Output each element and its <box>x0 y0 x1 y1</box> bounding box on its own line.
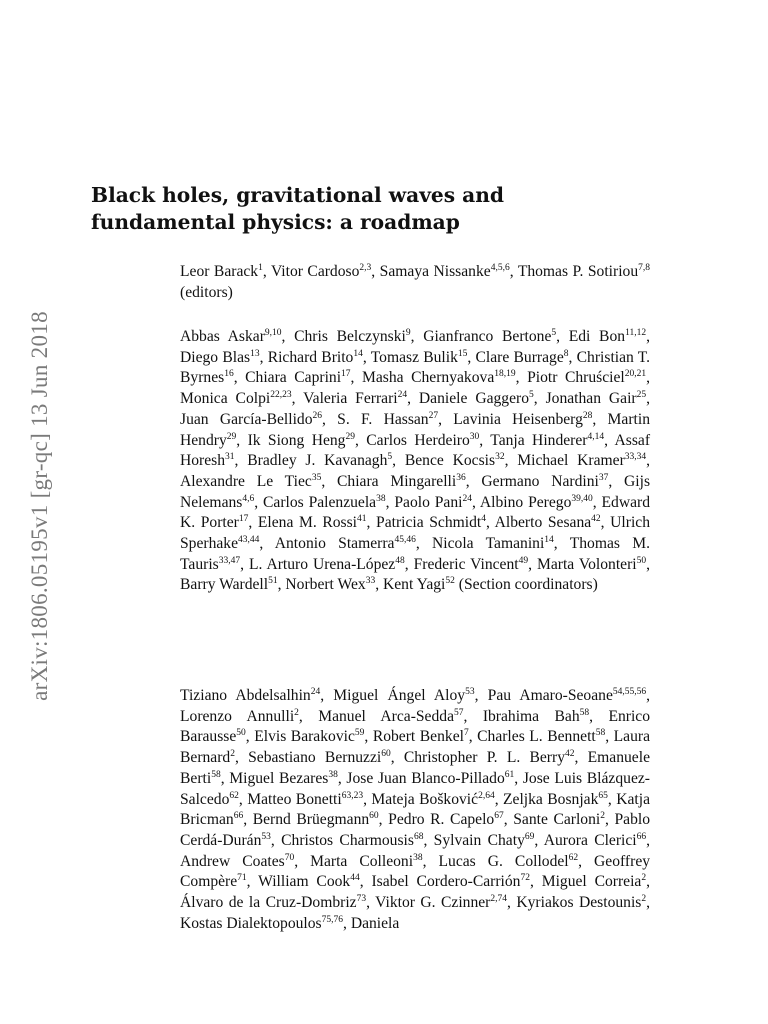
affiliation-marker: 35 <box>311 472 322 483</box>
affiliation-marker: 14 <box>544 535 554 546</box>
author-name: Vitor Cardoso <box>270 263 360 280</box>
author-name: Albino Perego <box>479 493 572 511</box>
author-entry <box>180 576 278 593</box>
affiliation-marker: 45,46 <box>394 535 416 546</box>
author-name: Monica Colpi <box>180 390 271 408</box>
author-name: Miguel Ángel Aloy <box>333 687 466 704</box>
affiliation-marker: 42 <box>591 514 601 525</box>
author-entry <box>373 728 469 745</box>
affiliation-marker: 7 <box>463 728 469 739</box>
author-name: Paolo Pani <box>394 493 463 511</box>
author-entry <box>180 328 282 345</box>
affiliation-marker: 72 <box>520 873 530 884</box>
affiliation-marker: 31 <box>225 452 235 463</box>
affiliation-marker: 38 <box>376 493 386 504</box>
author-entry <box>477 728 605 745</box>
author-entry <box>180 708 299 725</box>
author-entry <box>483 708 589 725</box>
affiliation-marker: 33,34 <box>624 452 647 463</box>
author-name: Bernd Brüegmann <box>252 811 370 829</box>
author-entry <box>516 894 646 911</box>
affiliation-marker: 28 <box>582 410 593 421</box>
author-entry <box>375 894 507 911</box>
affiliation-marker: 5 <box>529 390 534 401</box>
author-entry <box>488 687 646 704</box>
author-entry <box>180 473 321 490</box>
author-name: Mateja Bošković <box>371 790 479 808</box>
affiliation-marker: 29 <box>345 431 355 442</box>
affiliation-marker: 65 <box>598 790 608 801</box>
author-entry <box>180 853 294 870</box>
affiliation-marker: 59 <box>354 728 365 739</box>
affiliation-marker: 4 <box>481 514 486 525</box>
author-name: Patricia Schmidt <box>376 514 482 532</box>
author-name: Lucas G. Collodel <box>438 852 569 870</box>
author-name: Clare Burrage <box>475 348 564 366</box>
affiliation-marker: 2 <box>641 894 647 905</box>
author-name: Sebastiano Bernuzzi <box>248 749 382 767</box>
affiliation-marker: 58 <box>211 769 221 780</box>
author-entry <box>414 556 529 573</box>
affiliation-marker: 69 <box>524 831 535 842</box>
author-entry <box>180 915 343 932</box>
author-entry <box>476 349 569 366</box>
author-entry <box>439 853 579 870</box>
author-name: Carlos Herdeiro <box>366 431 470 449</box>
author-name: Kyriakos Destounis <box>516 894 642 912</box>
affiliation-marker: 33 <box>365 576 376 587</box>
affiliation-marker: 26 <box>312 410 322 421</box>
author-entry <box>268 349 363 366</box>
affiliation-marker: 53 <box>261 831 271 842</box>
author-entry <box>253 811 379 828</box>
affiliation-marker: 75,76 <box>321 914 344 925</box>
author-name: Barry Wardell <box>180 576 269 594</box>
author-block-role: (editors) <box>180 283 233 301</box>
author-entry <box>490 432 604 449</box>
arxiv-identifier-stamp: arXiv:1806.05195v1 [gr-qc] 13 Jun 2018 <box>27 311 52 701</box>
author-entry <box>371 873 530 890</box>
affiliation-marker: 29 <box>226 431 237 442</box>
author-name: Edward K. Porter <box>180 493 651 532</box>
author-name: Marta Colleoni <box>310 852 414 870</box>
author-entry <box>258 873 360 890</box>
author-name: Zeljka Bosnjak <box>503 790 599 808</box>
author-entry <box>254 728 364 745</box>
author-name: Álvaro de la Cruz-Dombriz <box>180 894 357 912</box>
author-name: William Cook <box>258 873 351 891</box>
author-entry <box>453 411 592 428</box>
author-entry <box>542 873 646 890</box>
author-entry <box>380 263 510 280</box>
affiliation-marker: 49 <box>518 555 529 566</box>
affiliation-marker: 2 <box>641 873 647 884</box>
affiliation-marker: 2 <box>600 811 605 822</box>
author-entry <box>388 811 504 828</box>
author-entry <box>263 494 386 511</box>
author-entry <box>513 811 605 828</box>
author-name: Lorenzo Annulli <box>180 707 295 725</box>
author-entry <box>285 576 375 593</box>
author-entry <box>310 853 422 870</box>
author-entry <box>423 328 556 345</box>
author-name: Robert Benkel <box>372 728 464 746</box>
author-entry <box>275 535 416 552</box>
affiliation-marker: 61 <box>504 769 515 780</box>
affiliation-marker: 7,8 <box>638 263 651 273</box>
affiliation-marker: 11,12 <box>625 328 647 338</box>
author-entry <box>394 494 472 511</box>
author-name: Richard Brito <box>267 348 354 366</box>
affiliation-marker: 17 <box>341 369 351 380</box>
author-name: Gijs Nelemans <box>180 472 651 511</box>
author-entry <box>333 687 474 704</box>
author-entry <box>281 832 423 849</box>
author-entry <box>537 556 646 573</box>
author-name: Kent Yagi <box>383 576 446 594</box>
affiliation-marker: 2,64 <box>478 790 495 801</box>
author-name: Juan García-Bellido <box>180 410 313 428</box>
author-entry <box>180 349 260 366</box>
author-name: Kostas Dialektopoulos <box>180 914 322 932</box>
author-name: Masha Chernyakova <box>361 369 495 387</box>
affiliation-marker: 67 <box>494 811 504 822</box>
author-entry <box>405 452 505 469</box>
affiliation-marker: 63,23 <box>341 790 364 801</box>
affiliation-marker: 2 <box>294 707 299 718</box>
affiliation-marker: 38 <box>328 769 338 780</box>
author-entry <box>495 514 601 531</box>
author-entry <box>371 791 494 808</box>
author-entry <box>318 708 463 725</box>
author-entry <box>517 452 646 469</box>
author-entry <box>180 390 292 407</box>
affiliation-marker: 13 <box>250 348 260 359</box>
author-name: Chris Belczynski <box>294 328 406 345</box>
author-entry <box>271 263 371 280</box>
affiliation-marker: 4,5,6 <box>490 263 510 273</box>
author-entry <box>180 411 322 428</box>
author-entry <box>527 369 646 386</box>
author-name: Miguel Bezares <box>229 769 329 787</box>
author-name: Christos Charmousis <box>281 831 414 849</box>
author-entry <box>248 749 391 766</box>
author-name: Aurora Clerici <box>543 831 637 849</box>
affiliation-marker: 48 <box>395 555 405 566</box>
author-entry <box>180 894 366 911</box>
author-entry <box>383 576 455 593</box>
author-name: Pablo Cerdá-Durán <box>180 811 651 849</box>
author-name: Alexandre Le Tiec <box>180 472 312 490</box>
affiliation-marker: 51 <box>268 576 278 587</box>
author-name: Martin Hendry <box>180 410 650 449</box>
affiliation-marker: 71 <box>237 873 247 884</box>
affiliation-marker: 8 <box>563 348 569 359</box>
author-name: Chiara Caprini <box>245 369 342 387</box>
author-entry <box>351 915 400 932</box>
author-name: Viktor G. Czinner <box>375 894 491 912</box>
author-name: Tanja Hinderer <box>490 431 588 449</box>
affiliation-marker: 36 <box>456 472 466 483</box>
author-name: Carlos Palenzuela <box>263 493 377 511</box>
author-name: Ik Siong Heng <box>247 431 346 449</box>
affiliation-marker: 9,10 <box>264 328 282 338</box>
author-name: Gianfranco Bertone <box>423 328 552 345</box>
author-name: Katja Bricman <box>180 790 650 829</box>
author-entry <box>362 369 516 386</box>
affiliation-marker: 17 <box>238 514 249 525</box>
author-name: Abbas Askar <box>180 328 265 345</box>
author-name: Thomas P. Sotiriou <box>517 263 639 280</box>
author-name: Chiara Mingarelli <box>337 472 457 490</box>
author-name: Jonathan Gair <box>545 390 637 408</box>
author-entry <box>544 832 646 849</box>
affiliation-marker: 4,14 <box>587 431 605 442</box>
author-entry <box>371 349 468 366</box>
affiliation-marker: 70 <box>284 852 295 863</box>
contributors-author-block: Tiziano Abdelsalhin$^{24}$, Miguel Ángel Aloy$^{53}$, Pau Amaro-Seoane$^{54,55,56}$, Lorenzo Annulli$^2$, Manuel Arca-Sedda$^{57}$, Ibrahima Bah$^{58}$, Enrico Barausse$^{50}$, Elvis Barakovic$^{59}$, Robert Benkel$^7$, Charles L. Bennett$^{58}$, Laura Bernard$^2$, Sebastiano Bernuzzi$^{60}$, Christopher P. L. Berry$^{42}$, Emanuele Berti$^{58}$, Miguel Bezares$^{38}$, Jose Juan Blanco-Pillado$^{61}$, Jose Luis Blázquez-Salcedo$^{62}$, Matteo Bonetti$^{63,23}$, Mateja Bošković$^{2,64}$, Zeljka Bosnjak$^{65}$, Katja Bricman$^{66}$, Bernd Brüegmann$^{60}$, Pedro R. Capelo$^{67}$, Sante Carloni$^2$, Pablo Cerdá-Durán$^{53}$, Christos Charmousis$^{68}$, Sylvain Chaty$^{69}$, Aurora Clerici$^{66}$, Andrew Coates$^{70}$, Marta Colleoni$^{38}$, Lucas G. Collodel$^{62}$, Geoffrey Compère$^{71}$, William Cook$^{44}$, Isabel Cordero-Carrión$^{72}$, Miguel Correia$^2$, Álvaro de la Cruz-Dombriz$^{73}$, Viktor G. Czinner$^{2,74}$, Kyriakos Destounis$^2$, Kostas Dialektopoulos$^{75,76}$, Daniela <box>180 687 651 932</box>
author-name: Pedro R. Capelo <box>388 811 495 829</box>
author-name: Ulrich Sperhake <box>180 514 651 553</box>
affiliation-marker: 24 <box>397 390 408 401</box>
author-name: Samaya Nissanke <box>379 263 491 280</box>
author-name: Christian T. Byrnes <box>180 348 651 387</box>
author-name: Bradley J. Kavanagh <box>247 452 388 470</box>
author-name: Sylvain Chaty <box>433 831 525 849</box>
section-coordinators-author-block: Abbas Askar$^{9,10}$, Chris Belczynski$^9$, Gianfranco Bertone$^5$, Edi Bon$^{11,12}$, Diego Blas$^{13}$, Richard Brito$^{14}$, Tomasz Bulik$^{15}$, Clare Burrage$^8$, Christian T. Byrnes$^{16}$, Chiara Caprini$^{17}$, Masha Chernyakova$^{18,19}$, Piotr Chruściel$^{20,21}$, Monica Colpi$^{22,23}$, Valeria Ferrari$^{24}$, Daniele Gaggero$^5$, Jonathan Gair$^{25}$, Juan García-Bellido$^{26}$, S. F. Hassan$^{27}$, Lavinia Heisenberg$^{28}$, Martin Hendry$^{29}$, Ik Siong Heng$^{29}$, Carlos Herdeiro$^{30}$, Tanja Hinderer$^{4,14}$, Assaf Horesh$^{31}$, Bradley J. Kavanagh$^5$, Bence Kocsis$^{32}$, Michael Kramer$^{33,34}$, Alexandre Le Tiec$^{35}$, Chiara Mingarelli$^{36}$, Germano Nardini$^{37}$, Gijs Nelemans$^{4,6}$, Carlos Palenzuela$^{38}$, Paolo Pani$^{24}$, Albino Perego$^{39,40}$, Edward K. Porter$^{17}$, Elena M. Rossi$^{41}$, Patricia Schmidt$^4$, Alberto Sesana$^{42}$, Ulrich Sperhake$^{43,44}$, Antonio Stamerra$^{45,46}$, Nicola Tamanini$^{14}$, Thomas M. Tauris$^{33,47}$, L. Arturo Urena-López$^{48}$, Frederic Vincent$^{49}$, Marta Volonteri$^{50}$, Barry Wardell$^{51}$, Norbert Wex$^{33}$, Kent Yagi$^{52}$ (Section coordinators) <box>180 328 651 594</box>
author-entry <box>518 263 650 280</box>
author-entry <box>432 535 554 552</box>
affiliation-marker: 41 <box>357 514 367 525</box>
affiliation-marker: 62 <box>568 852 579 863</box>
author-name: Manuel Arca-Sedda <box>318 707 454 725</box>
author-name: Geoffrey Compère <box>180 852 651 891</box>
author-entry <box>294 328 411 345</box>
affiliation-marker: 15 <box>457 348 468 359</box>
author-entry <box>249 556 405 573</box>
affiliation-marker: 50 <box>636 555 647 566</box>
author-name: Michael Kramer <box>517 452 625 470</box>
author-name: Daniele Gaggero <box>418 390 530 408</box>
editors-author-block: Leor Barack$^1$, Vitor Cardoso$^{2,3}$, Samaya Nissanke$^{4,5,6}$, Thomas P. Sotiriou$^{7,8}$ (editors) <box>180 263 651 301</box>
author-name: L. Arturo Urena-López <box>248 555 396 573</box>
author-name: Emanuele Berti <box>180 749 650 787</box>
affiliation-marker: 14 <box>353 348 363 359</box>
author-block-role: (Section coordinators) <box>454 576 598 594</box>
author-name: Christopher P. L. Berry <box>403 749 565 767</box>
author-entry <box>503 791 608 808</box>
author-entry <box>337 473 466 490</box>
affiliation-marker: 38 <box>413 852 423 863</box>
author-name: Andrew Coates <box>180 852 285 870</box>
author-entry <box>366 432 479 449</box>
affiliation-marker: 9 <box>405 328 411 338</box>
author-name: Miguel Correia <box>541 873 642 891</box>
author-name: Daniela <box>350 914 400 932</box>
author-name: Diego Blas <box>180 348 251 366</box>
affiliation-marker: 68 <box>413 831 424 842</box>
affiliation-marker: 24 <box>310 687 321 697</box>
author-name: Matteo Bonetti <box>247 790 342 808</box>
author-name: Piotr Chruściel <box>527 369 625 387</box>
author-name: Ibrahima Bah <box>482 707 580 725</box>
affiliation-marker: 73 <box>356 894 367 905</box>
author-name: Leor Barack <box>180 263 259 280</box>
author-entry <box>546 390 647 407</box>
affiliation-marker: 53 <box>465 687 475 697</box>
author-name: Tiziano Abdelsalhin <box>180 687 311 704</box>
affiliation-marker: 27 <box>428 410 439 421</box>
paper-title: Black holes, gravitational waves and fundamental physics: a roadmap <box>91 183 505 234</box>
affiliation-marker: 39,40 <box>571 493 593 504</box>
affiliation-marker: 54,55,56 <box>612 687 647 697</box>
author-name: Norbert Wex <box>285 576 366 594</box>
affiliation-marker: 57 <box>454 707 464 718</box>
affiliation-marker: 44 <box>350 873 360 884</box>
affiliation-marker: 25 <box>636 390 647 401</box>
author-entry <box>481 473 608 490</box>
affiliation-marker: 58 <box>595 728 606 739</box>
author-entry <box>376 514 486 531</box>
affiliation-marker: 60 <box>369 811 379 822</box>
author-entry <box>229 770 338 787</box>
author-entry <box>247 791 363 808</box>
author-name: Germano Nardini <box>481 472 599 490</box>
author-name: Elena M. Rossi <box>257 514 358 532</box>
author-name: Antonio Stamerra <box>274 535 395 553</box>
author-name: Lavinia Heisenberg <box>453 410 583 428</box>
affiliation-marker: 1 <box>258 263 263 273</box>
author-entry <box>303 390 407 407</box>
author-entry <box>180 263 263 280</box>
author-entry <box>248 432 355 449</box>
affiliation-marker: 58 <box>579 707 590 718</box>
author-name: Edi Bon <box>568 328 626 345</box>
author-name: Jose Juan Blanco-Pillado <box>346 769 505 787</box>
affiliation-marker: 22,23 <box>270 390 292 401</box>
author-entry <box>247 452 392 469</box>
affiliation-marker: 60 <box>381 749 391 760</box>
author-name: Frederic Vincent <box>413 555 519 573</box>
affiliation-marker: 66 <box>233 811 244 822</box>
author-entry <box>434 832 535 849</box>
author-name: Thomas M. Tauris <box>180 535 651 573</box>
author-name: Laura Bernard <box>180 728 651 767</box>
affiliation-marker: 52 <box>445 576 455 587</box>
author-name: S. F. Hassan <box>337 410 429 428</box>
author-name: Enrico Barausse <box>180 707 651 746</box>
affiliation-marker: 43,44 <box>238 535 260 546</box>
affiliation-marker: 5 <box>387 452 393 463</box>
author-entry <box>346 770 514 787</box>
affiliation-marker: 66 <box>636 831 647 842</box>
author-entry <box>480 494 593 511</box>
affiliation-marker: 50 <box>236 728 246 739</box>
affiliation-marker: 62 <box>229 790 239 801</box>
affiliation-marker: 2 <box>230 749 235 760</box>
author-name: Assaf Horesh <box>180 431 651 470</box>
affiliation-marker: 30 <box>469 431 480 442</box>
author-name: Nicola Tamanini <box>432 535 545 553</box>
affiliation-marker: 4,6 <box>242 493 255 504</box>
affiliation-marker: 18,19 <box>494 369 516 380</box>
author-name: Jose Luis Blázquez-Salcedo <box>180 769 650 808</box>
author-name: Isabel Cordero-Carrión <box>371 873 521 891</box>
author-name: Valeria Ferrari <box>303 390 398 408</box>
author-entry <box>258 514 367 531</box>
affiliation-marker: 16 <box>224 369 234 380</box>
author-name: Alberto Sesana <box>494 514 592 532</box>
author-name: Tomasz Bulik <box>370 348 458 366</box>
affiliation-marker: 42 <box>565 749 575 760</box>
affiliation-marker: 37 <box>598 472 609 483</box>
author-entry <box>419 390 534 407</box>
affiliation-marker: 5 <box>551 328 557 338</box>
author-name: Sante Carloni <box>513 811 601 829</box>
author-name: Marta Volonteri <box>536 555 637 573</box>
author-entry <box>180 687 320 704</box>
author-name: Pau Amaro-Seoane <box>487 687 613 704</box>
author-name: Charles L. Bennett <box>477 728 596 746</box>
affiliation-marker: 2,74 <box>490 894 507 905</box>
author-entry <box>569 328 646 345</box>
affiliation-marker: 32 <box>495 452 505 463</box>
author-entry <box>245 369 350 386</box>
author-name: Bence Kocsis <box>404 452 496 470</box>
author-entry <box>337 411 438 428</box>
author-entry <box>404 749 575 766</box>
affiliation-marker: 33,47 <box>218 555 241 566</box>
affiliation-marker: 20,21 <box>624 369 647 380</box>
author-name: Elvis Barakovic <box>254 728 355 746</box>
affiliation-marker: 2,3 <box>359 263 372 273</box>
affiliation-marker: 24 <box>462 493 472 504</box>
